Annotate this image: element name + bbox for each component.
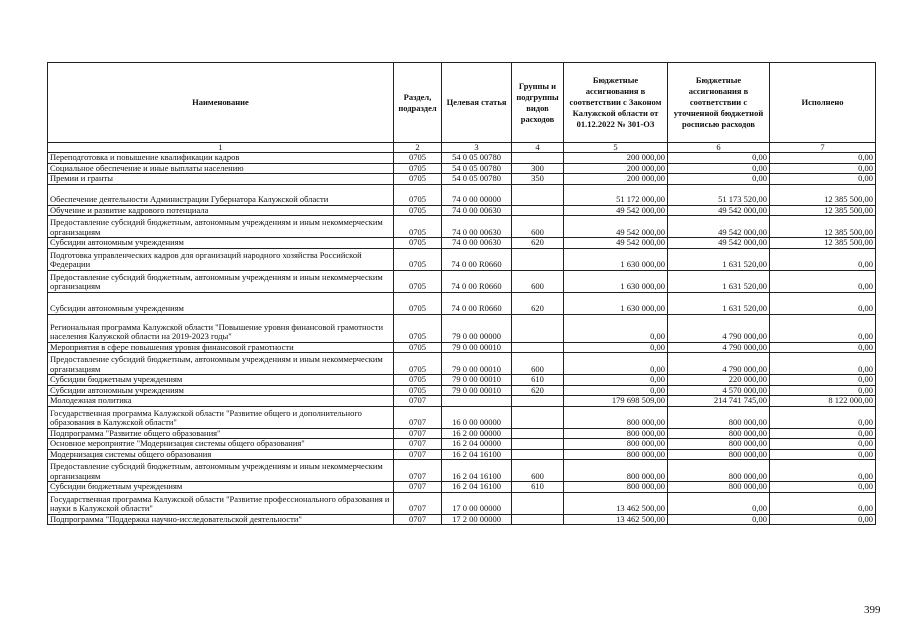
row-name: Социальное обеспечение и иные выплаты населению (48, 163, 394, 174)
row-target: 74 0 00 00630 (442, 205, 512, 216)
row-name: Обеспечение деятельности Администрации Губернатора Калужской области (48, 184, 394, 205)
row-law-amount: 51 172 000,00 (564, 184, 668, 205)
row-refined-amount: 800 000,00 (668, 439, 770, 450)
row-group: 600 (512, 353, 564, 375)
row-group (512, 406, 564, 428)
row-name: Государственная программа Калужской области "Развитие профессионального образования и науки в Калужской области" (48, 492, 394, 514)
row-target: 16 2 04 16100 (442, 449, 512, 460)
row-law-amount: 1 630 000,00 (564, 248, 668, 270)
column-number: 5 (564, 143, 668, 153)
row-section: 0705 (394, 238, 442, 249)
row-refined-amount: 800 000,00 (668, 406, 770, 428)
row-law-amount: 179 698 509,00 (564, 396, 668, 407)
row-law-amount: 800 000,00 (564, 428, 668, 439)
row-group: 620 (512, 385, 564, 396)
table-row (48, 184, 876, 205)
row-executed-amount: 0,00 (770, 449, 876, 460)
column-number: 3 (442, 143, 512, 153)
row-executed-amount: 12 385 500,00 (770, 205, 876, 216)
table-row (48, 314, 876, 342)
page-number: 399 (864, 604, 881, 616)
row-executed-amount: 0,00 (770, 385, 876, 396)
row-section: 0705 (394, 375, 442, 386)
row-section: 0705 (394, 153, 442, 164)
row-law-amount: 49 542 000,00 (564, 205, 668, 216)
row-name: Обучение и развитие кадрового потенциала (48, 205, 394, 216)
row-section: 0707 (394, 406, 442, 428)
row-target: 16 2 04 16100 (442, 460, 512, 482)
row-name: Подпрограмма "Поддержка научно-исследовательской деятельности" (48, 514, 394, 525)
row-law-amount: 800 000,00 (564, 449, 668, 460)
header-refined: Бюджетные ассигнования в соответствии с уточненной бюджетной росписью расходов (668, 63, 770, 143)
row-refined-amount: 4 790 000,00 (668, 353, 770, 375)
row-refined-amount: 51 173 520,00 (668, 184, 770, 205)
row-name: Молодежная политика (48, 396, 394, 407)
row-target: 74 0 00 00630 (442, 216, 512, 238)
row-executed-amount: 0,00 (770, 314, 876, 342)
row-name: Подпрограмма "Развитие общего образования" (48, 428, 394, 439)
row-section: 0705 (394, 174, 442, 185)
row-law-amount: 13 462 500,00 (564, 514, 668, 525)
row-law-amount: 800 000,00 (564, 460, 668, 482)
row-target (442, 396, 512, 407)
row-group (512, 396, 564, 407)
row-section: 0707 (394, 439, 442, 450)
row-law-amount: 800 000,00 (564, 439, 668, 450)
table-header (48, 63, 876, 153)
row-name: Премии и гранты (48, 174, 394, 185)
row-executed-amount: 0,00 (770, 353, 876, 375)
row-target: 54 0 05 00780 (442, 163, 512, 174)
row-executed-amount: 0,00 (770, 514, 876, 525)
row-executed-amount: 0,00 (770, 270, 876, 292)
row-refined-amount: 0,00 (668, 514, 770, 525)
row-executed-amount: 8 122 000,00 (770, 396, 876, 407)
column-number: 2 (394, 143, 442, 153)
header-section: Раздел, подраздел (394, 63, 442, 143)
row-executed-amount: 12 385 500,00 (770, 184, 876, 205)
row-target: 17 0 00 00000 (442, 492, 512, 514)
row-executed-amount: 0,00 (770, 428, 876, 439)
row-section: 0707 (394, 460, 442, 482)
table-row (48, 482, 876, 493)
row-executed-amount: 0,00 (770, 163, 876, 174)
row-law-amount: 0,00 (564, 353, 668, 375)
row-section: 0705 (394, 163, 442, 174)
row-name: Предоставление субсидий бюджетным, автономным учреждениям и иным некоммерческим организациям (48, 270, 394, 292)
row-executed-amount: 12 385 500,00 (770, 216, 876, 238)
row-section: 0705 (394, 292, 442, 314)
row-group: 610 (512, 482, 564, 493)
row-section: 0705 (394, 353, 442, 375)
row-name: Основное мероприятие "Модернизация системы общего образования" (48, 439, 394, 450)
row-refined-amount: 220 000,00 (668, 375, 770, 386)
row-law-amount: 49 542 000,00 (564, 238, 668, 249)
row-group (512, 205, 564, 216)
row-target: 79 0 00 00000 (442, 314, 512, 342)
row-executed-amount: 0,00 (770, 248, 876, 270)
row-target: 79 0 00 00010 (442, 375, 512, 386)
row-executed-amount: 0,00 (770, 342, 876, 353)
row-executed-amount: 0,00 (770, 153, 876, 164)
row-name: Субсидии автономным учреждениям (48, 238, 394, 249)
header-group: Группы и подгруппы видов расходов (512, 63, 564, 143)
row-target: 54 0 05 00780 (442, 174, 512, 185)
row-section: 0705 (394, 270, 442, 292)
row-name: Предоставление субсидий бюджетным, автономным учреждениям и иным некоммерческим организациям (48, 216, 394, 238)
row-target: 79 0 00 00010 (442, 342, 512, 353)
row-refined-amount: 0,00 (668, 492, 770, 514)
row-law-amount: 13 462 500,00 (564, 492, 668, 514)
table-row (48, 205, 876, 216)
header-executed: Исполнено (770, 63, 876, 143)
row-law-amount: 200 000,00 (564, 174, 668, 185)
row-executed-amount: 0,00 (770, 492, 876, 514)
row-name: Субсидии автономным учреждениям (48, 292, 394, 314)
row-section: 0705 (394, 314, 442, 342)
table-row (48, 514, 876, 525)
row-refined-amount: 800 000,00 (668, 428, 770, 439)
table-row (48, 406, 876, 428)
row-refined-amount: 4 790 000,00 (668, 314, 770, 342)
row-group (512, 449, 564, 460)
table-row (48, 238, 876, 249)
row-group (512, 184, 564, 205)
row-refined-amount: 214 741 745,00 (668, 396, 770, 407)
row-law-amount: 0,00 (564, 385, 668, 396)
row-refined-amount: 800 000,00 (668, 482, 770, 493)
row-section: 0705 (394, 216, 442, 238)
row-group (512, 153, 564, 164)
column-number: 6 (668, 143, 770, 153)
row-target: 74 0 00 R0660 (442, 270, 512, 292)
row-refined-amount: 1 631 520,00 (668, 270, 770, 292)
column-number-row (48, 143, 876, 153)
row-target: 16 2 04 00000 (442, 439, 512, 450)
row-target: 16 0 00 00000 (442, 406, 512, 428)
row-target: 74 0 00 R0660 (442, 292, 512, 314)
row-law-amount: 800 000,00 (564, 406, 668, 428)
row-section: 0707 (394, 482, 442, 493)
row-target: 16 2 04 16100 (442, 482, 512, 493)
row-executed-amount: 0,00 (770, 482, 876, 493)
row-section: 0707 (394, 492, 442, 514)
table-row (48, 449, 876, 460)
row-name: Модернизация системы общего образования (48, 449, 394, 460)
column-number: 1 (48, 143, 394, 153)
table-row (48, 216, 876, 238)
row-executed-amount: 0,00 (770, 439, 876, 450)
row-refined-amount: 800 000,00 (668, 460, 770, 482)
row-refined-amount: 0,00 (668, 174, 770, 185)
row-law-amount: 200 000,00 (564, 153, 668, 164)
row-refined-amount: 0,00 (668, 163, 770, 174)
row-group (512, 342, 564, 353)
row-name: Предоставление субсидий бюджетным, автономным учреждениям и иным некоммерческим организациям (48, 460, 394, 482)
row-section: 0705 (394, 385, 442, 396)
table-row (48, 396, 876, 407)
row-executed-amount: 0,00 (770, 460, 876, 482)
row-group (512, 428, 564, 439)
header-row (48, 63, 876, 143)
table-row (48, 248, 876, 270)
row-group: 300 (512, 163, 564, 174)
row-executed-amount: 12 385 500,00 (770, 238, 876, 249)
table-row (48, 174, 876, 185)
row-refined-amount: 49 542 000,00 (668, 238, 770, 249)
row-executed-amount: 0,00 (770, 375, 876, 386)
table-row (48, 439, 876, 450)
table-row (48, 428, 876, 439)
row-refined-amount: 0,00 (668, 153, 770, 164)
row-group: 610 (512, 375, 564, 386)
column-number: 4 (512, 143, 564, 153)
table-body (48, 153, 876, 525)
row-law-amount: 1 630 000,00 (564, 292, 668, 314)
table-row (48, 153, 876, 164)
row-group (512, 248, 564, 270)
row-refined-amount: 49 542 000,00 (668, 205, 770, 216)
table-row (48, 270, 876, 292)
header-name: Наименование (48, 63, 394, 143)
header-target: Целевая статья (442, 63, 512, 143)
row-section: 0707 (394, 428, 442, 439)
row-name: Субсидии бюджетным учреждениям (48, 375, 394, 386)
row-law-amount: 0,00 (564, 342, 668, 353)
table-row (48, 375, 876, 386)
row-target: 17 2 00 00000 (442, 514, 512, 525)
column-number: 7 (770, 143, 876, 153)
row-section: 0705 (394, 342, 442, 353)
row-group: 600 (512, 270, 564, 292)
row-name: Субсидии автономным учреждениям (48, 385, 394, 396)
row-target: 74 0 00 00630 (442, 238, 512, 249)
row-target: 54 0 05 00780 (442, 153, 512, 164)
row-target: 16 2 00 00000 (442, 428, 512, 439)
table-row (48, 492, 876, 514)
row-group (512, 314, 564, 342)
budget-table (47, 62, 876, 525)
row-section: 0705 (394, 205, 442, 216)
row-name: Субсидии бюджетным учреждениям (48, 482, 394, 493)
row-refined-amount: 4 570 000,00 (668, 385, 770, 396)
row-name: Региональная программа Калужской области "Повышение уровня финансовой грамотности населения Калужской области на 2019-2023 годы" (48, 314, 394, 342)
row-group: 620 (512, 238, 564, 249)
row-name: Переподготовка и повышение квалификации кадров (48, 153, 394, 164)
row-group (512, 514, 564, 525)
row-executed-amount: 0,00 (770, 174, 876, 185)
row-section: 0705 (394, 184, 442, 205)
row-target: 79 0 00 00010 (442, 385, 512, 396)
table-row (48, 460, 876, 482)
header-law: Бюджетные ассигнования в соответствии с Законом Калужской области от 01.12.2022 № 301-ОЗ (564, 63, 668, 143)
row-name: Государственная программа Калужской области "Развитие общего и дополнительного образования в Калужской области" (48, 406, 394, 428)
row-refined-amount: 1 631 520,00 (668, 248, 770, 270)
row-law-amount: 0,00 (564, 375, 668, 386)
table-row (48, 292, 876, 314)
row-law-amount: 49 542 000,00 (564, 216, 668, 238)
row-target: 74 0 00 R0660 (442, 248, 512, 270)
row-group: 350 (512, 174, 564, 185)
row-section: 0707 (394, 449, 442, 460)
row-law-amount: 0,00 (564, 314, 668, 342)
row-law-amount: 1 630 000,00 (564, 270, 668, 292)
row-refined-amount: 1 631 520,00 (668, 292, 770, 314)
row-executed-amount: 0,00 (770, 292, 876, 314)
row-group: 600 (512, 460, 564, 482)
row-group (512, 439, 564, 450)
row-group: 600 (512, 216, 564, 238)
row-name: Подготовка управленческих кадров для организаций народного хозяйства Российской Федерации (48, 248, 394, 270)
row-executed-amount: 0,00 (770, 406, 876, 428)
row-refined-amount: 49 542 000,00 (668, 216, 770, 238)
row-section: 0705 (394, 248, 442, 270)
row-law-amount: 200 000,00 (564, 163, 668, 174)
table-row (48, 385, 876, 396)
table-row (48, 163, 876, 174)
row-name: Предоставление субсидий бюджетным, автономным учреждениям и иным некоммерческим организациям (48, 353, 394, 375)
row-target: 74 0 00 00000 (442, 184, 512, 205)
row-refined-amount: 4 790 000,00 (668, 342, 770, 353)
row-law-amount: 800 000,00 (564, 482, 668, 493)
row-name: Мероприятия в сфере повышения уровня финансовой грамотности (48, 342, 394, 353)
row-target: 79 0 00 00010 (442, 353, 512, 375)
row-section: 0707 (394, 514, 442, 525)
table-row (48, 353, 876, 375)
table-row (48, 342, 876, 353)
row-group (512, 492, 564, 514)
row-refined-amount: 800 000,00 (668, 449, 770, 460)
row-section: 0707 (394, 396, 442, 407)
row-group: 620 (512, 292, 564, 314)
